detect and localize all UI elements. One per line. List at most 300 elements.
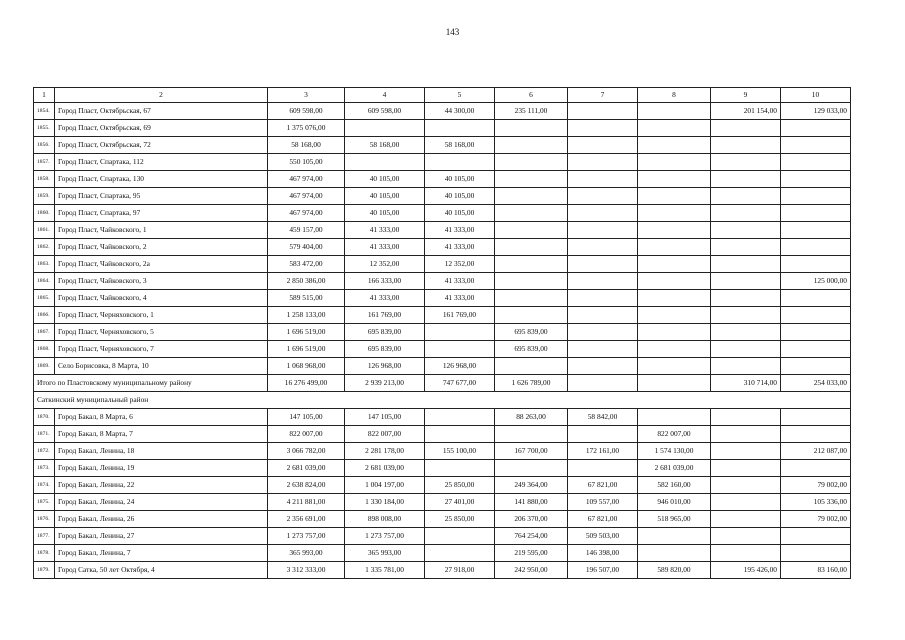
amount-cell — [711, 256, 781, 273]
amount-cell: 365 993,00 — [268, 545, 345, 562]
amount-cell — [425, 154, 495, 171]
amount-cell: 2 281 178,00 — [345, 443, 425, 460]
amount-cell: 129 033,00 — [781, 103, 851, 120]
amount-cell — [495, 358, 568, 375]
amount-cell: 41 333,00 — [345, 239, 425, 256]
amount-cell — [781, 426, 851, 443]
table-row — [34, 426, 851, 443]
address-cell: Город Пласт, Октябрьская, 69 — [55, 120, 268, 137]
amount-cell — [781, 205, 851, 222]
amount-cell — [638, 120, 711, 137]
amount-cell — [568, 137, 638, 154]
amount-cell — [495, 460, 568, 477]
amount-cell — [638, 290, 711, 307]
amount-cell — [638, 341, 711, 358]
amount-cell — [711, 528, 781, 545]
amount-cell — [568, 171, 638, 188]
amount-cell — [781, 137, 851, 154]
amount-cell — [568, 426, 638, 443]
amount-cell: 695 839,00 — [495, 341, 568, 358]
amount-cell: 41 333,00 — [425, 222, 495, 239]
amount-cell: 41 333,00 — [425, 290, 495, 307]
amount-cell — [495, 120, 568, 137]
table-row — [34, 494, 851, 511]
address-cell: Город Пласт, Черняховского, 7 — [55, 341, 268, 358]
amount-cell: 235 111,00 — [495, 103, 568, 120]
row-number: 1868. — [34, 341, 55, 358]
row-number: 1870. — [34, 409, 55, 426]
row-number: 1859. — [34, 188, 55, 205]
amount-cell: 467 974,00 — [268, 171, 345, 188]
table-row — [34, 120, 851, 137]
address-cell: Город Бакал, Ленина, 18 — [55, 443, 268, 460]
amount-cell: 3 312 333,00 — [268, 562, 345, 579]
amount-cell — [781, 358, 851, 375]
amount-cell — [781, 409, 851, 426]
amount-cell: 695 839,00 — [345, 341, 425, 358]
address-cell: Город Пласт, Чайковского, 4 — [55, 290, 268, 307]
table-row — [34, 511, 851, 528]
amount-cell — [638, 205, 711, 222]
amount-cell: 40 105,00 — [425, 171, 495, 188]
amount-cell: 242 950,00 — [495, 562, 568, 579]
amount-cell — [638, 103, 711, 120]
amount-cell: 249 364,00 — [495, 477, 568, 494]
amount-cell — [425, 324, 495, 341]
amount-cell: 126 968,00 — [425, 358, 495, 375]
table-row — [34, 256, 851, 273]
address-cell: Город Пласт, Чайковского, 3 — [55, 273, 268, 290]
amount-cell: 12 352,00 — [425, 256, 495, 273]
address-cell: Город Пласт, Чайковского, 2 — [55, 239, 268, 256]
amount-cell — [345, 154, 425, 171]
amount-cell: 1 273 757,00 — [345, 528, 425, 545]
row-number: 1869. — [34, 358, 55, 375]
amount-cell: 609 598,00 — [268, 103, 345, 120]
amount-cell: 1 574 130,00 — [638, 443, 711, 460]
total-amount-cell: 1 626 789,00 — [495, 375, 568, 392]
amount-cell: 146 398,00 — [568, 545, 638, 562]
amount-cell — [711, 324, 781, 341]
amount-cell — [781, 324, 851, 341]
row-number: 1865. — [34, 290, 55, 307]
amount-cell: 79 002,00 — [781, 477, 851, 494]
amount-cell — [495, 290, 568, 307]
amount-cell — [495, 273, 568, 290]
amount-cell — [711, 511, 781, 528]
amount-cell — [568, 460, 638, 477]
row-number: 1878. — [34, 545, 55, 562]
amount-cell: 25 850,00 — [425, 477, 495, 494]
amount-cell: 589 515,00 — [268, 290, 345, 307]
amount-cell: 4 211 881,00 — [268, 494, 345, 511]
amount-cell — [781, 188, 851, 205]
amount-cell — [568, 290, 638, 307]
amount-cell — [495, 307, 568, 324]
amount-cell — [638, 528, 711, 545]
amount-cell — [711, 307, 781, 324]
amount-cell: 155 100,00 — [425, 443, 495, 460]
amount-cell: 212 087,00 — [781, 443, 851, 460]
amount-cell: 822 007,00 — [638, 426, 711, 443]
amount-cell — [638, 358, 711, 375]
amount-cell: 467 974,00 — [268, 188, 345, 205]
amount-cell — [345, 120, 425, 137]
amount-cell: 822 007,00 — [268, 426, 345, 443]
address-cell: Село Борисовка, 8 Марта, 10 — [55, 358, 268, 375]
amount-cell: 2 356 691,00 — [268, 511, 345, 528]
amount-cell: 1 335 781,00 — [345, 562, 425, 579]
amount-cell: 1 004 197,00 — [345, 477, 425, 494]
amount-cell: 206 370,00 — [495, 511, 568, 528]
amount-cell — [781, 341, 851, 358]
amount-cell — [711, 137, 781, 154]
amount-cell — [711, 222, 781, 239]
amount-cell: 583 472,00 — [268, 256, 345, 273]
amount-cell: 946 010,00 — [638, 494, 711, 511]
amount-cell: 41 333,00 — [425, 273, 495, 290]
amount-cell: 3 066 782,00 — [268, 443, 345, 460]
amount-cell — [711, 460, 781, 477]
amount-cell: 201 154,00 — [711, 103, 781, 120]
amount-cell: 609 598,00 — [345, 103, 425, 120]
amount-cell — [568, 273, 638, 290]
amount-cell — [568, 120, 638, 137]
total-amount-cell: 747 677,00 — [425, 375, 495, 392]
amount-cell — [425, 426, 495, 443]
amount-cell — [568, 358, 638, 375]
amount-cell — [711, 205, 781, 222]
amount-cell: 1 696 519,00 — [268, 324, 345, 341]
amount-cell — [781, 154, 851, 171]
amount-cell: 2 681 039,00 — [345, 460, 425, 477]
row-number: 1858. — [34, 171, 55, 188]
amount-cell: 40 105,00 — [345, 205, 425, 222]
address-cell: Город Бакал, Ленина, 7 — [55, 545, 268, 562]
amount-cell — [568, 188, 638, 205]
table-row — [34, 103, 851, 120]
amount-cell: 27 918,00 — [425, 562, 495, 579]
address-cell: Город Сатка, 50 лет Октября, 4 — [55, 562, 268, 579]
amount-cell: 41 333,00 — [345, 222, 425, 239]
row-number: 1866. — [34, 307, 55, 324]
column-header: 10 — [781, 88, 851, 103]
address-cell: Город Бакал, 8 Марта, 7 — [55, 426, 268, 443]
table-row — [34, 460, 851, 477]
amount-cell: 589 820,00 — [638, 562, 711, 579]
table-row — [34, 205, 851, 222]
address-cell: Город Пласт, Октябрьская, 67 — [55, 103, 268, 120]
amount-cell — [711, 239, 781, 256]
table-row — [34, 409, 851, 426]
row-number: 1860. — [34, 205, 55, 222]
total-amount-cell — [638, 375, 711, 392]
row-number: 1854. — [34, 103, 55, 120]
column-header: 2 — [55, 88, 268, 103]
amount-cell — [638, 188, 711, 205]
address-cell: Город Пласт, Чайковского, 1 — [55, 222, 268, 239]
amount-cell: 219 595,00 — [495, 545, 568, 562]
amount-cell: 141 880,00 — [495, 494, 568, 511]
table-row — [34, 290, 851, 307]
amount-cell: 25 850,00 — [425, 511, 495, 528]
address-cell: Город Пласт, Спартака, 97 — [55, 205, 268, 222]
amount-cell — [711, 120, 781, 137]
amount-cell: 105 336,00 — [781, 494, 851, 511]
amount-cell — [711, 494, 781, 511]
table-row — [34, 443, 851, 460]
address-cell: Город Бакал, Ленина, 26 — [55, 511, 268, 528]
amount-cell — [781, 171, 851, 188]
row-number: 1873. — [34, 460, 55, 477]
amount-cell — [568, 239, 638, 256]
total-amount-cell: 2 939 213,00 — [345, 375, 425, 392]
amount-cell: 58 168,00 — [268, 137, 345, 154]
amount-cell — [638, 324, 711, 341]
row-number: 1862. — [34, 239, 55, 256]
amount-cell: 40 105,00 — [425, 188, 495, 205]
row-number: 1879. — [34, 562, 55, 579]
amount-cell — [781, 290, 851, 307]
amount-cell — [638, 256, 711, 273]
amount-cell: 1 258 133,00 — [268, 307, 345, 324]
amount-cell: 1 330 184,00 — [345, 494, 425, 511]
total-label: Итого по Пластовскому муниципальному району — [34, 375, 268, 392]
row-number: 1872. — [34, 443, 55, 460]
amount-cell — [711, 273, 781, 290]
row-number: 1861. — [34, 222, 55, 239]
amount-cell — [425, 528, 495, 545]
amount-cell — [495, 239, 568, 256]
table-row — [34, 341, 851, 358]
amount-cell: 41 333,00 — [345, 290, 425, 307]
amount-cell: 40 105,00 — [345, 188, 425, 205]
amount-cell — [425, 120, 495, 137]
row-number: 1867. — [34, 324, 55, 341]
amount-cell: 67 821,00 — [568, 477, 638, 494]
amount-cell: 12 352,00 — [345, 256, 425, 273]
table-row — [34, 239, 851, 256]
amount-cell — [425, 545, 495, 562]
address-cell: Город Пласт, Спартака, 95 — [55, 188, 268, 205]
amount-cell: 195 426,00 — [711, 562, 781, 579]
amount-cell — [781, 239, 851, 256]
amount-cell: 1 273 757,00 — [268, 528, 345, 545]
amount-cell — [711, 545, 781, 562]
table-row — [34, 477, 851, 494]
amount-cell — [495, 426, 568, 443]
amount-cell: 79 002,00 — [781, 511, 851, 528]
amount-cell — [495, 137, 568, 154]
amount-cell: 125 000,00 — [781, 273, 851, 290]
amount-cell — [711, 290, 781, 307]
amount-cell — [781, 256, 851, 273]
amount-cell — [568, 341, 638, 358]
column-header: 8 — [638, 88, 711, 103]
amount-cell — [711, 443, 781, 460]
amount-cell: 147 105,00 — [268, 409, 345, 426]
address-cell: Город Пласт, Черняховского, 5 — [55, 324, 268, 341]
amount-cell — [638, 222, 711, 239]
amount-cell: 172 161,00 — [568, 443, 638, 460]
amount-cell: 40 105,00 — [345, 171, 425, 188]
amount-cell: 44 300,00 — [425, 103, 495, 120]
amount-cell: 58 168,00 — [425, 137, 495, 154]
column-header: 7 — [568, 88, 638, 103]
amount-cell: 1 068 968,00 — [268, 358, 345, 375]
amount-cell — [425, 409, 495, 426]
row-number: 1857. — [34, 154, 55, 171]
row-number: 1875. — [34, 494, 55, 511]
amount-cell: 2 638 824,00 — [268, 477, 345, 494]
amount-cell — [568, 154, 638, 171]
amount-cell — [711, 188, 781, 205]
amount-cell — [781, 545, 851, 562]
amount-cell — [495, 205, 568, 222]
amount-cell: 509 503,00 — [568, 528, 638, 545]
amount-cell — [638, 239, 711, 256]
amount-cell: 41 333,00 — [425, 239, 495, 256]
column-header: 3 — [268, 88, 345, 103]
row-number: 1876. — [34, 511, 55, 528]
table-row — [34, 562, 851, 579]
amount-cell: 161 769,00 — [425, 307, 495, 324]
amount-cell: 582 160,00 — [638, 477, 711, 494]
amount-cell — [781, 222, 851, 239]
amount-cell — [711, 477, 781, 494]
data-table — [33, 87, 851, 579]
amount-cell: 459 157,00 — [268, 222, 345, 239]
table-row — [34, 222, 851, 239]
row-number: 1871. — [34, 426, 55, 443]
amount-cell — [711, 409, 781, 426]
amount-cell — [568, 103, 638, 120]
table-row — [34, 324, 851, 341]
table-row — [34, 154, 851, 171]
amount-cell — [568, 307, 638, 324]
amount-cell: 365 993,00 — [345, 545, 425, 562]
column-header: 9 — [711, 88, 781, 103]
table-row — [34, 358, 851, 375]
table-row — [34, 528, 851, 545]
total-amount-cell: 310 714,00 — [711, 375, 781, 392]
amount-cell: 161 769,00 — [345, 307, 425, 324]
amount-cell: 196 507,00 — [568, 562, 638, 579]
amount-cell: 109 557,00 — [568, 494, 638, 511]
amount-cell: 27 401,00 — [425, 494, 495, 511]
amount-cell — [495, 154, 568, 171]
total-amount-cell: 254 033,00 — [781, 375, 851, 392]
amount-cell — [781, 307, 851, 324]
amount-cell — [495, 256, 568, 273]
row-number: 1874. — [34, 477, 55, 494]
amount-cell — [711, 341, 781, 358]
table-row — [34, 171, 851, 188]
amount-cell — [425, 460, 495, 477]
amount-cell: 83 160,00 — [781, 562, 851, 579]
table-row — [34, 307, 851, 324]
amount-cell — [568, 256, 638, 273]
address-cell: Город Пласт, Чайковского, 2а — [55, 256, 268, 273]
column-header: 6 — [495, 88, 568, 103]
column-header: 5 — [425, 88, 495, 103]
amount-cell — [638, 409, 711, 426]
address-cell: Город Бакал, Ленина, 19 — [55, 460, 268, 477]
address-cell: Город Пласт, Спартака, 112 — [55, 154, 268, 171]
address-cell: Город Пласт, Спартака, 130 — [55, 171, 268, 188]
amount-cell — [568, 222, 638, 239]
row-number: 1856. — [34, 137, 55, 154]
amount-cell — [781, 460, 851, 477]
table-row — [34, 137, 851, 154]
page-number: 143 — [445, 27, 460, 37]
amount-cell: 898 008,00 — [345, 511, 425, 528]
amount-cell — [711, 358, 781, 375]
section-row — [34, 392, 851, 409]
amount-cell — [425, 341, 495, 358]
address-cell: Город Бакал, 8 Марта, 6 — [55, 409, 268, 426]
address-cell: Город Пласт, Октябрьская, 72 — [55, 137, 268, 154]
amount-cell: 695 839,00 — [345, 324, 425, 341]
total-row — [34, 375, 851, 392]
amount-cell — [638, 137, 711, 154]
table-row — [34, 188, 851, 205]
amount-cell: 1 375 076,00 — [268, 120, 345, 137]
amount-cell: 467 974,00 — [268, 205, 345, 222]
address-cell: Город Бакал, Ленина, 24 — [55, 494, 268, 511]
amount-cell: 58 842,00 — [568, 409, 638, 426]
amount-cell: 2 850 386,00 — [268, 273, 345, 290]
amount-cell — [781, 120, 851, 137]
row-number: 1863. — [34, 256, 55, 273]
amount-cell: 2 681 039,00 — [268, 460, 345, 477]
amount-cell — [568, 205, 638, 222]
amount-cell: 147 105,00 — [345, 409, 425, 426]
total-amount-cell — [568, 375, 638, 392]
amount-cell — [495, 222, 568, 239]
amount-cell: 166 333,00 — [345, 273, 425, 290]
amount-cell: 550 105,00 — [268, 154, 345, 171]
address-cell: Город Бакал, Ленина, 22 — [55, 477, 268, 494]
amount-cell: 2 681 039,00 — [638, 460, 711, 477]
amount-cell: 58 168,00 — [345, 137, 425, 154]
address-cell: Город Бакал, Ленина, 27 — [55, 528, 268, 545]
column-number-row — [34, 88, 851, 103]
section-title: Саткинский муниципальный район — [34, 392, 851, 409]
table-body — [34, 88, 851, 579]
row-number: 1877. — [34, 528, 55, 545]
amount-cell: 40 105,00 — [425, 205, 495, 222]
amount-cell: 1 696 519,00 — [268, 341, 345, 358]
amount-cell: 822 007,00 — [345, 426, 425, 443]
amount-cell — [638, 273, 711, 290]
amount-cell: 67 821,00 — [568, 511, 638, 528]
amount-cell — [495, 188, 568, 205]
amount-cell: 88 263,00 — [495, 409, 568, 426]
amount-cell: 167 700,00 — [495, 443, 568, 460]
total-amount-cell: 16 276 499,00 — [268, 375, 345, 392]
row-number: 1864. — [34, 273, 55, 290]
amount-cell — [711, 154, 781, 171]
amount-cell — [495, 171, 568, 188]
row-number: 1855. — [34, 120, 55, 137]
amount-cell — [638, 171, 711, 188]
amount-cell — [781, 528, 851, 545]
table-row — [34, 273, 851, 290]
table-row — [34, 545, 851, 562]
amount-cell: 518 965,00 — [638, 511, 711, 528]
amount-cell — [568, 324, 638, 341]
